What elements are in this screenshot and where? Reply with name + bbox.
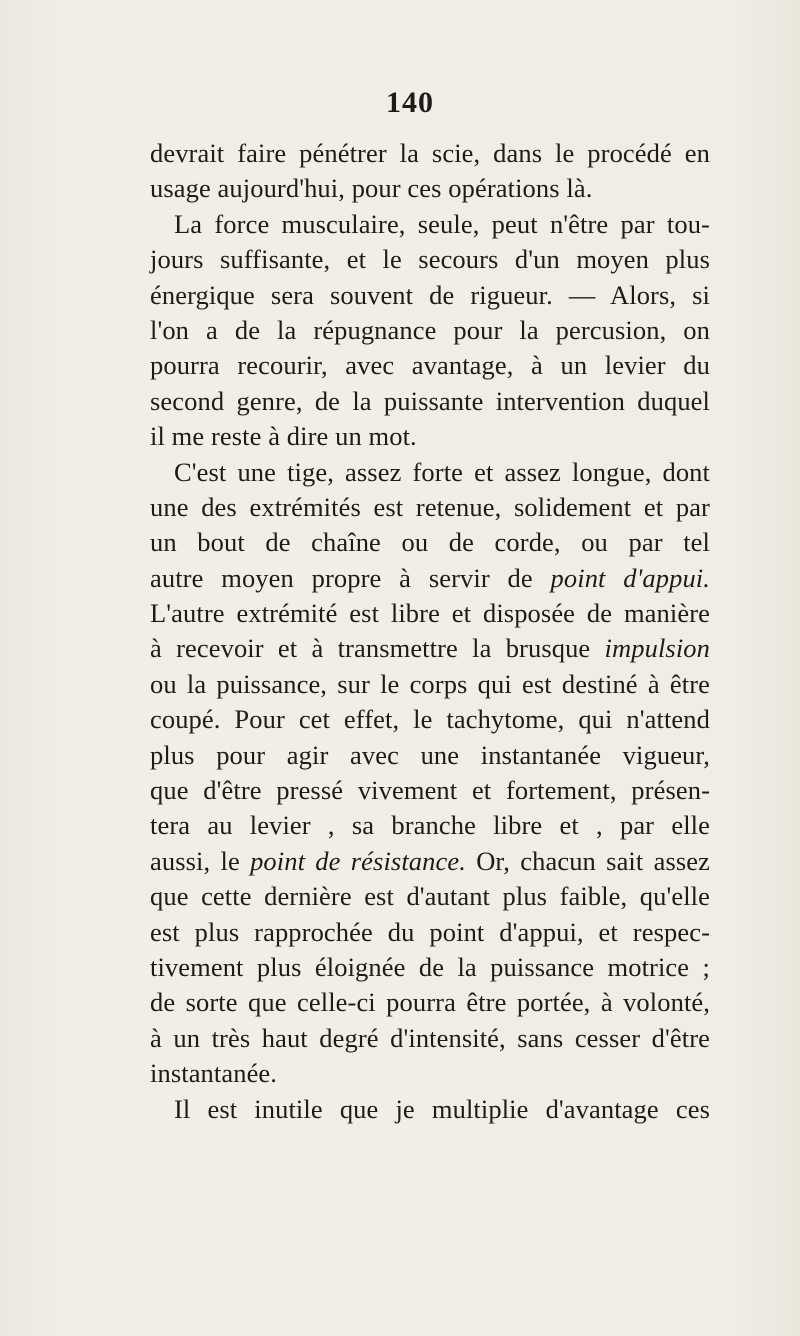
- text-segment: à recevoir et à transmettre la brusque: [150, 633, 605, 664]
- text-line: [150, 348, 710, 383]
- text-line: [150, 738, 710, 773]
- text-segment: La force musculaire, seule, peut n'être par tou-: [174, 208, 710, 239]
- text-line: [150, 808, 710, 843]
- text-segment: coupé. Pour cet effet, le tachytome, qui n'attend: [150, 704, 710, 735]
- text-line: [150, 773, 710, 808]
- text-segment: Il est inutile que je multiplie d'avantage ces: [174, 1093, 710, 1124]
- text-line: [150, 631, 710, 666]
- italic-text: impulsion: [604, 633, 710, 664]
- text-line: [150, 525, 710, 560]
- text-segment: que cette dernière est d'autant plus faible, qu'elle: [150, 881, 710, 912]
- text-line: [150, 844, 710, 879]
- text-segment: il me reste à dire un mot.: [150, 421, 417, 452]
- text-line: [150, 1056, 710, 1091]
- text-line: [150, 667, 710, 702]
- text-segment: de sorte que celle-ci pourra être portée, à volonté,: [150, 987, 710, 1018]
- text-line: [150, 207, 710, 242]
- text-segment: Or, chacun sait assez: [465, 845, 711, 876]
- text-line: [150, 313, 710, 348]
- text-line: [150, 985, 710, 1020]
- text-segment: ou la puissance, sur le corps qui est destiné à être: [150, 668, 710, 699]
- text-line: [150, 879, 710, 914]
- text-segment: tivement plus éloignée de la puissance motrice ;: [150, 951, 710, 982]
- text-line: [150, 384, 710, 419]
- text-line: [150, 490, 710, 525]
- text-line: [150, 1092, 710, 1127]
- text-segment: C'est une tige, assez forte et assez longue, dont: [174, 456, 710, 487]
- body-text: [150, 136, 710, 1127]
- text-segment: que d'être pressé vivement et fortement, présen-: [150, 775, 710, 806]
- page-number: 140: [386, 86, 434, 119]
- text-line: [150, 278, 710, 313]
- text-segment: pourra recourir, avec avantage, à un levier du: [150, 350, 710, 381]
- text-line: [150, 702, 710, 737]
- text-line: [150, 419, 710, 454]
- text-segment: l'on a de la répugnance pour la percusion, on: [150, 314, 710, 345]
- text-segment: usage aujourd'hui, pour ces opérations là.: [150, 173, 593, 204]
- text-segment: aussi, le: [150, 845, 251, 876]
- text-segment: autre moyen propre à servir de: [150, 562, 551, 593]
- text-segment: instantanée.: [150, 1058, 278, 1089]
- text-segment: devrait faire pénétrer la scie, dans le procédé en: [150, 138, 710, 168]
- text-segment: un bout de chaîne ou de corde, ou par tel: [150, 527, 710, 558]
- text-line: [150, 242, 710, 277]
- text-line: [150, 561, 710, 596]
- text-line: [150, 136, 710, 171]
- text-segment: plus pour agir avec une instantanée vigueur,: [150, 739, 710, 770]
- text-line: [150, 1021, 710, 1056]
- text-segment: jours suffisante, et le secours d'un moyen plus: [150, 244, 710, 275]
- text-segment: une des extrémités est retenue, solidement et par: [150, 491, 710, 522]
- text-line: [150, 596, 710, 631]
- text-line: [150, 455, 710, 490]
- text-segment: second genre, de la puissante intervention duquel: [150, 385, 710, 416]
- italic-text: point de résistance.: [250, 845, 466, 876]
- italic-text: point d'appui.: [550, 562, 710, 593]
- text-line: [150, 950, 710, 985]
- text-segment: tera au levier , sa branche libre et , par elle: [150, 810, 710, 841]
- text-segment: à un très haut degré d'intensité, sans cesser d'être: [150, 1022, 710, 1053]
- text-segment: énergique sera souvent de rigueur. — Alors, si: [150, 279, 710, 310]
- text-segment: est plus rapprochée du point d'appui, et respec-: [150, 916, 710, 947]
- text-line: [150, 171, 710, 206]
- text-line: [150, 915, 710, 950]
- text-segment: L'autre extrémité est libre et disposée de manière: [150, 598, 710, 629]
